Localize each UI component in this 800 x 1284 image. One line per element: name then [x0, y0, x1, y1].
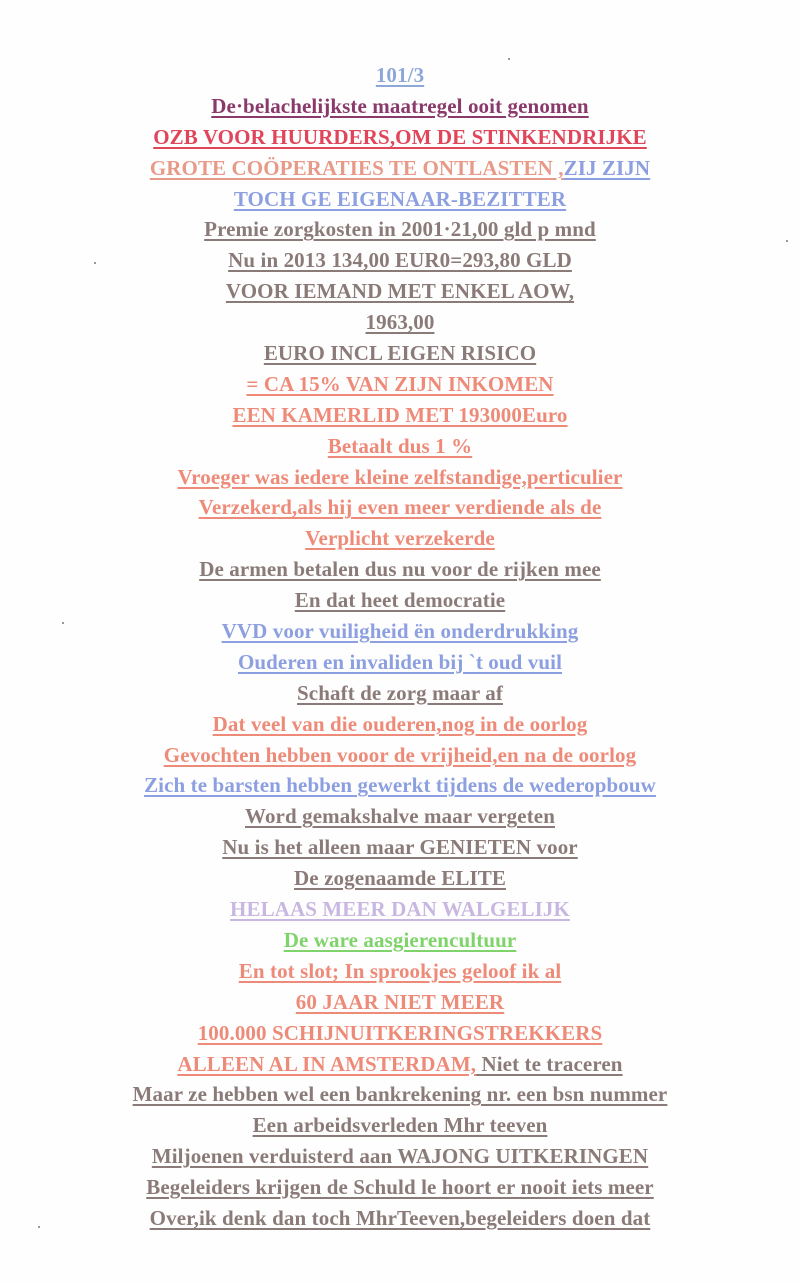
- text-segment: TOCH GE EIGENAAR-BEZITTER: [233, 186, 567, 211]
- text-segment: Gevochten hebben vooor de vrijheid,en na de oorlog: [163, 742, 637, 767]
- text-line: [0, 678, 800, 709]
- text-line: [0, 307, 800, 338]
- scan-speck: [38, 1226, 40, 1228]
- text-line: [0, 770, 800, 801]
- text-segment: Miljoenen verduisterd aan WAJONG UITKERINGEN: [151, 1144, 649, 1169]
- text-line: [0, 894, 800, 925]
- text-segment: 1963,00: [365, 310, 435, 335]
- text-segment: Over,ik denk dan toch MhrTeeven,begeleiders doen dat: [149, 1205, 651, 1230]
- text-line: [0, 60, 800, 91]
- text-segment: Een arbeidsverleden Mhr teeven: [252, 1113, 548, 1138]
- text-line: [0, 801, 800, 832]
- text-segment: Zich te barsten hebben gewerkt tijdens de wederopbouw: [144, 773, 656, 798]
- text-line: [0, 400, 800, 431]
- text-segment: EURO INCL EIGEN RISICO: [263, 341, 537, 366]
- text-line: [0, 1110, 800, 1141]
- text-line: [0, 369, 800, 400]
- text-line: [0, 1018, 800, 1049]
- text-line: [0, 956, 800, 987]
- text-segment: ALLEEN AL IN AMSTERDAM,: [177, 1051, 477, 1076]
- text-segment: Verzekerd,als hij even meer verdiende als de: [198, 495, 602, 520]
- text-segment: Vroeger was iedere kleine zelfstandige,perticulier: [177, 464, 623, 489]
- text-segment: VOOR IEMAND MET ENKEL AOW,: [225, 279, 575, 304]
- text-line: [0, 431, 800, 462]
- text-line: [0, 863, 800, 894]
- scan-speck: [94, 262, 96, 264]
- text-segment: 60 JAAR NIET MEER: [295, 989, 505, 1014]
- text-line: [0, 153, 800, 184]
- text-segment: En tot slot; In sprookjes geloof ik al: [238, 958, 562, 983]
- scan-speck: [508, 58, 510, 60]
- text-segment: ZIJ ZIJN: [563, 155, 651, 180]
- text-segment: Word gemakshalve maar vergeten: [245, 804, 555, 829]
- text-line: [0, 1141, 800, 1172]
- text-segment: = CA 15% VAN ZIJN INKOMEN: [246, 371, 554, 396]
- text-segment: 101/3: [375, 63, 425, 87]
- text-line: [0, 616, 800, 647]
- text-line: [0, 214, 800, 245]
- text-segment: 100.000 SCHIJNUITKERINGSTREKKERS: [197, 1020, 603, 1045]
- text-segment: De·belachelijkste maatregel ooit genomen: [211, 93, 589, 118]
- text-segment: Premie zorgkosten in 2001·21,00 gld p mnd: [204, 217, 596, 242]
- text-line: [0, 554, 800, 585]
- text-segment: En dat heet democratie: [294, 588, 506, 613]
- text-segment: Ouderen en invaliden bij `t oud vuil: [237, 649, 563, 674]
- text-line: [0, 987, 800, 1018]
- text-line: [0, 523, 800, 554]
- text-segment: Verplicht verzekerde: [305, 526, 495, 551]
- text-line: [0, 462, 800, 493]
- text-segment: GROTE COÖPERATIES TE ONTLASTEN ,: [149, 155, 564, 180]
- text-segment: EEN KAMERLID MET 193000Euro: [232, 402, 568, 427]
- text-line: [0, 276, 800, 307]
- scan-speck: [786, 240, 788, 242]
- text-segment: Nu is het alleen maar GENIETEN voor: [222, 835, 578, 860]
- text-line: [0, 91, 800, 122]
- text-lines: [0, 60, 800, 1234]
- text-line: [0, 122, 800, 153]
- text-line: [0, 647, 800, 678]
- text-line: [0, 585, 800, 616]
- text-segment: VVD voor vuiligheid ën onderdrukking: [221, 619, 579, 644]
- text-line: [0, 338, 800, 369]
- scan-speck: [62, 622, 64, 624]
- text-line: [0, 1079, 800, 1110]
- text-segment: De armen betalen dus nu voor de rijken mee: [199, 557, 601, 582]
- text-segment: Begeleiders krijgen de Schuld le hoort er nooit iets meer: [146, 1175, 654, 1200]
- text-line: [0, 1172, 800, 1203]
- text-line: [0, 709, 800, 740]
- text-segment: Schaft de zorg maar af: [297, 680, 503, 705]
- text-line: [0, 1049, 800, 1080]
- text-segment: Betaalt dus 1 %: [327, 433, 473, 458]
- text-line: [0, 740, 800, 771]
- text-line: [0, 1203, 800, 1234]
- text-line: [0, 492, 800, 523]
- text-line: [0, 925, 800, 956]
- text-line: [0, 832, 800, 863]
- text-segment: Nu in 2013 134,00 EUR0=293,80 GLD: [228, 248, 572, 273]
- text-segment: De zogenaamde ELITE: [294, 866, 506, 891]
- text-segment: Dat veel van die ouderen,nog in de oorlog: [212, 711, 588, 736]
- text-segment: OZB VOOR HUURDERS,OM DE STINKENDRIJKE: [153, 124, 647, 149]
- text-segment: Maar ze hebben wel een bankrekening nr. een bsn nummer: [132, 1082, 668, 1107]
- text-line: [0, 245, 800, 276]
- text-segment: HELAAS MEER DAN WALGELIJK: [230, 897, 570, 922]
- text-segment: De ware aasgierencultuur: [283, 927, 517, 952]
- text-segment: Niet te traceren: [476, 1051, 623, 1076]
- text-line: [0, 184, 800, 215]
